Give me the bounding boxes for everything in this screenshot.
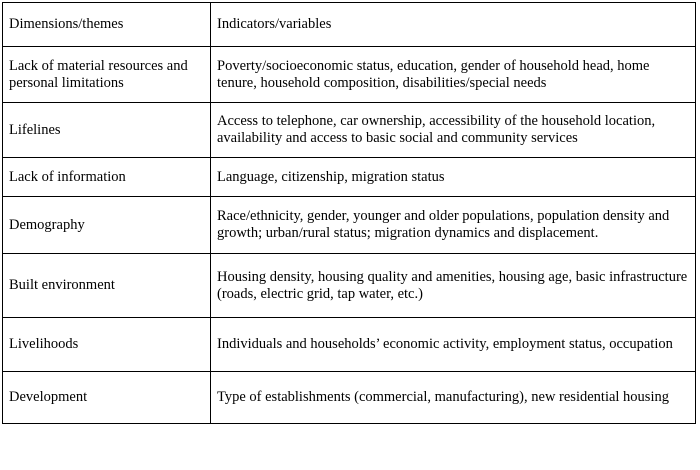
theme-cell: Livelihoods bbox=[3, 318, 211, 372]
indicators-cell: Access to telephone, car ownership, accessibility of the household location, availability and access to basic social and community services bbox=[211, 103, 696, 158]
header-cell-indicators: Indicators/variables bbox=[211, 3, 696, 47]
table-row bbox=[3, 103, 696, 158]
indicators-cell: Race/ethnicity, gender, younger and older populations, population density and growth; urban/rural status; migration dynamics and displacement. bbox=[211, 197, 696, 254]
indicators-cell: Poverty/socioeconomic status, education, gender of household head, home tenure, household composition, disabilities/special needs bbox=[211, 47, 696, 103]
theme-cell: Built environment bbox=[3, 254, 211, 318]
table-row bbox=[3, 47, 696, 103]
header-cell-dimensions: Dimensions/themes bbox=[3, 3, 211, 47]
indicators-cell: Type of establishments (commercial, manufacturing), new residential housing bbox=[211, 372, 696, 424]
table-row bbox=[3, 372, 696, 424]
indicators-cell: Individuals and households’ economic activity, employment status, occupation bbox=[211, 318, 696, 372]
table-row bbox=[3, 254, 696, 318]
table-row bbox=[3, 197, 696, 254]
dimensions-table bbox=[2, 2, 696, 424]
theme-cell: Lack of material resources and personal limitations bbox=[3, 47, 211, 103]
theme-cell: Lack of information bbox=[3, 158, 211, 197]
table-row bbox=[3, 158, 696, 197]
theme-cell: Demography bbox=[3, 197, 211, 254]
indicators-cell: Language, citizenship, migration status bbox=[211, 158, 696, 197]
table-row bbox=[3, 318, 696, 372]
theme-cell: Lifelines bbox=[3, 103, 211, 158]
indicators-cell: Housing density, housing quality and amenities, housing age, basic infrastructure (roads, electric grid, tap water, etc.) bbox=[211, 254, 696, 318]
table-header-row bbox=[3, 3, 696, 47]
theme-cell: Development bbox=[3, 372, 211, 424]
